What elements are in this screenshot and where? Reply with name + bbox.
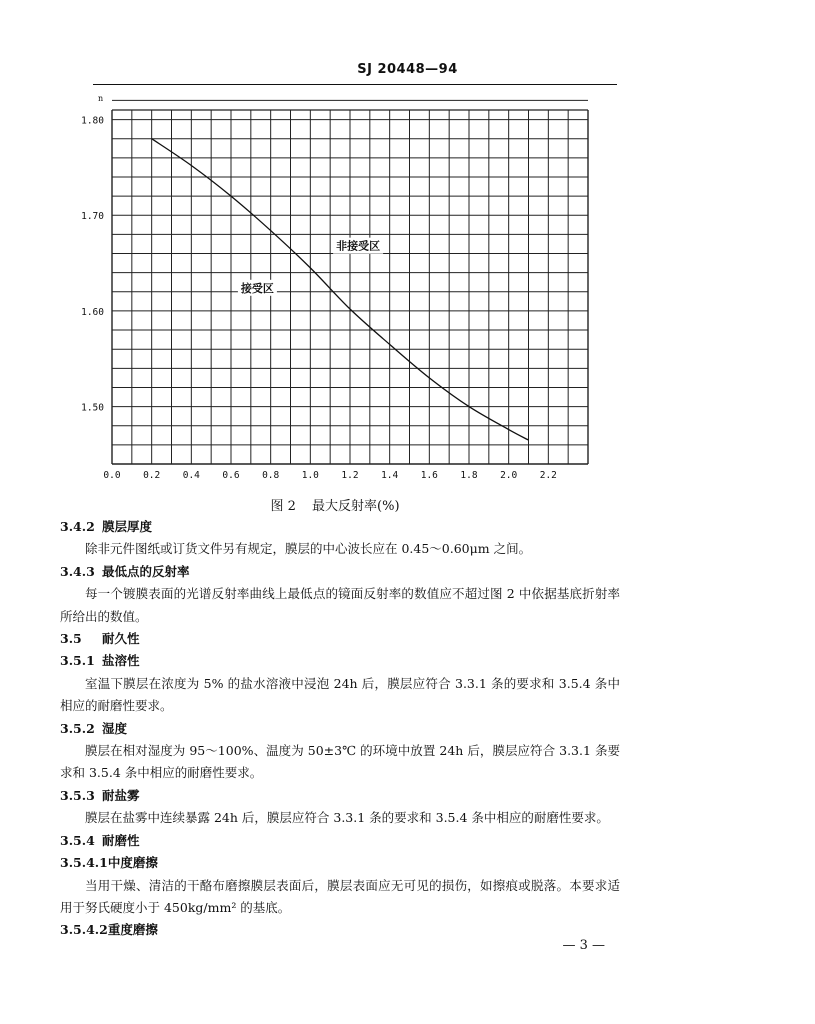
x-tick-label: 0.6 [222,470,240,481]
x-tick-label: 1.0 [301,470,319,481]
section-number: 3.4.2 [60,519,95,534]
section-title: 中度磨擦 [107,855,158,871]
chart-plot [152,139,529,440]
section-heading [60,830,620,852]
section-title: 耐久性 [102,631,140,647]
section-paragraph: 当用干燥、清洁的干酪布磨擦膜层表面后，膜层表面应无可见的损伤，如擦痕或脱落。本要求适用于努氏硬度小于 450kg/mm² 的基底。 [60,877,620,915]
section-title: 最低点的反射率 [102,563,190,579]
chart-grid [112,100,588,464]
region-label: 接受区 [240,281,274,295]
section-number: 3.5.3 [60,787,95,803]
document-body [60,516,620,942]
series-line [152,139,529,440]
section-heading [60,785,620,807]
section-paragraph: 每一个镀膜表面的光谱反射率曲线上最低点的镜面反射率的数值应不超过图 2 中依据基底折射率所给出的数值。 [60,586,620,624]
x-tick-label: 1.8 [460,470,478,481]
y-axis-label: n [98,94,104,103]
y-tick-label: 1.80 [81,115,104,127]
section-number: 3.5.4 [60,832,95,848]
section-heading [60,628,620,650]
section-heading [60,561,620,583]
section-number: 3.5 [60,631,82,647]
figure-title: 最大反射率(%) [312,499,400,514]
y-tick-label: 1.60 [81,306,104,318]
x-tick-label: 1.4 [381,470,399,481]
section-number: 3.5.1 [60,653,95,669]
x-tick-label: 2.0 [500,470,518,481]
section-title: 耐磨性 [102,832,140,848]
x-tick-label: 0.0 [103,470,121,481]
section-title: 耐盐雾 [102,787,140,803]
section-paragraph: 膜层在相对湿度为 95～100%、温度为 50±3℃ 的环境中放置 24h 后，膜层应符合 3.3.1 条要求和 3.5.4 条中相应的耐磨性要求。 [60,743,620,781]
refractive-index-chart [0,0,815,490]
section-heading [60,919,620,941]
section-heading [60,516,620,538]
chart-ticks [81,94,557,481]
section-heading [60,650,620,672]
region-label: 非接受区 [336,239,381,253]
section-heading [60,718,620,740]
figure-caption [0,495,670,514]
y-tick-label: 1.50 [81,402,104,414]
x-tick-label: 2.2 [539,470,557,481]
section-number: 3.5.4.1 [60,855,108,871]
section-paragraph: 室温下膜层在浓度为 5% 的盐水溶液中浸泡 24h 后，膜层应符合 3.3.1 条的要求和 3.5.4 条中相应的耐磨性要求。 [60,675,620,714]
section-title: 盐溶性 [102,653,140,669]
section-paragraph: 除非元件图纸或订货文件另有规定，膜层的中心波长应在 0.45～0.60μm 之间。 [85,541,532,557]
x-tick-label: 0.4 [182,470,200,481]
y-tick-label: 1.70 [81,211,104,223]
x-tick-label: 0.2 [143,470,161,481]
x-tick-label: 1.6 [420,470,438,481]
page-number: — 3 — [562,938,605,953]
section-number: 3.5.2 [60,720,95,736]
x-tick-label: 0.8 [262,470,280,481]
x-tick-label: 1.2 [341,470,359,481]
document-code: SJ 20448—94 [357,62,458,77]
section-heading [60,852,620,874]
section-number: 3.4.3 [60,563,95,579]
section-paragraph: 膜层在盐雾中连续暴露 24h 后，膜层应符合 3.3.1 条的要求和 3.5.4 条中相应的耐磨性要求。 [85,810,609,826]
section-title: 膜层厚度 [102,519,153,534]
section-title: 湿度 [102,720,128,736]
section-title: 重度磨擦 [107,922,158,938]
figure-number: 图 2 [270,499,296,514]
section-number: 3.5.4.2 [60,922,108,938]
